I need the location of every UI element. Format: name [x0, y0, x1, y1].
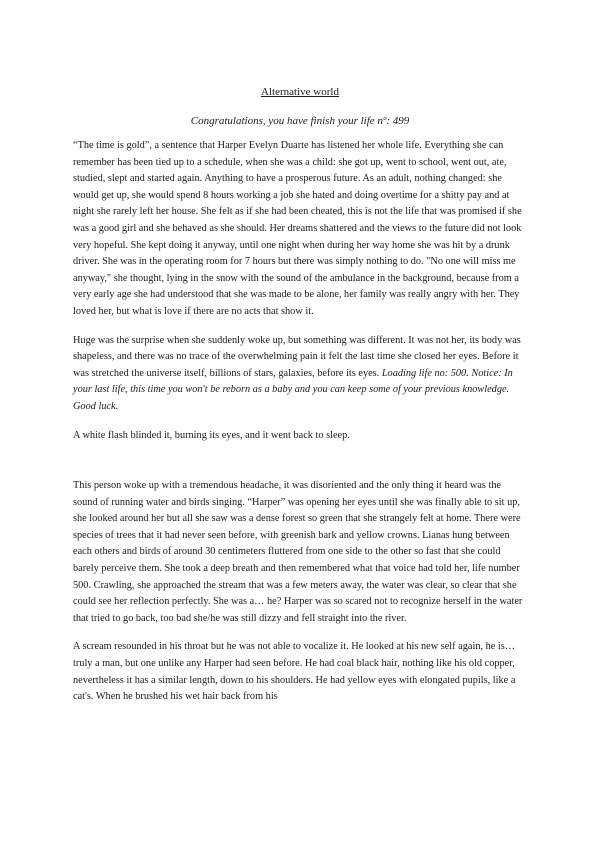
- paragraph-4: This person woke up with a tremendous headache, it was disoriented and the only thing it heard was the sound of running water and birds singing. “Harper” was opening her eyes until she was finally able to sit up, she looked around her but all she saw was a dense forest so green that she strangely felt at home. There were species of trees that it had never seen before, with greenish bark and yellow crowns. Lianas hung between each others and birds of around 30 centimeters fluttered from one side to the other so fast that she could barely perceive them. She took a deep breath and then remembered what that voice had told her, life number 500. Crawling, she approached the stream that was a few meters away, the water was clear, so clear that she could see her reflection perfectly. She was a… he? Harper was so scared not to recognize herself in the water that tried to go back, too bad she/he was still dizzy and fell straight into the river.: [73, 480, 523, 624]
- paragraph-2: [73, 333, 527, 416]
- document-title: Alternative world: [261, 86, 339, 98]
- paragraph-2-italic-notice: Loading life no: 500. Notice: In your last life, this time you won't be reborn as a baby and you can keep some of your previous knowledge. Good luck.: [73, 367, 513, 412]
- document-subtitle: Congratulations, you have finish your life nº: 499: [190, 115, 410, 127]
- paragraph-1: “The time is gold”, a sentence that Harper Evelyn Duarte has listened her whole life. Everything she can remember has been tied up to a schedule, when she was a child: she got up, went to school, went out, ate, studied, slept and started again. Anything to have a prosperous future. As an adult, nothing changed: she would get up, she would spend 8 hours working a job she hated and doing overtime for a shitty pay and at night she rarely left her house. She felt as if she had been cheated, this is not the life that was promised if she was a good girl and she behaved as she should. Her dreams shattered and the views to the future did not look very hopeful. She kept doing it anyway, until one night when during her way home she was hit by a drunk driver. She was in the operating room for 7 hours but there was simply nothing to do. "No one will miss me anyway," she thought, lying in the snow with the sound of the ambulance in the background, because from a very early age she had understood that she was made to be alone, her family was really angry with her. They loved her, but what is love if there are no acts that show it.: [73, 140, 522, 317]
- paragraph-2-text: Huge was the surprise when she suddenly woke up, but something was different. It was not her, its body was shapeless, and there was no trace of the overwhelming pain it felt the last time she closed her eyes. Before it was stretched the universe itself, billions of stars, galaxies, before its eyes.: [73, 334, 521, 379]
- paragraph-5: A scream resounded in his throat but he was not able to vocalize it. He looked at his new self again, he is…truly a man, but one unlike any Harper had seen before. He had coal black hair, nothing like his old copper, nevertheless it has a similar length, down to his shoulders. He had yellow eyes with elongated pupils, like a cat's. When he brushed his wet hair back from his: [73, 641, 516, 703]
- paragraph-3: A white flash blinded it, burning its eyes, and it went back to sleep.: [73, 429, 350, 441]
